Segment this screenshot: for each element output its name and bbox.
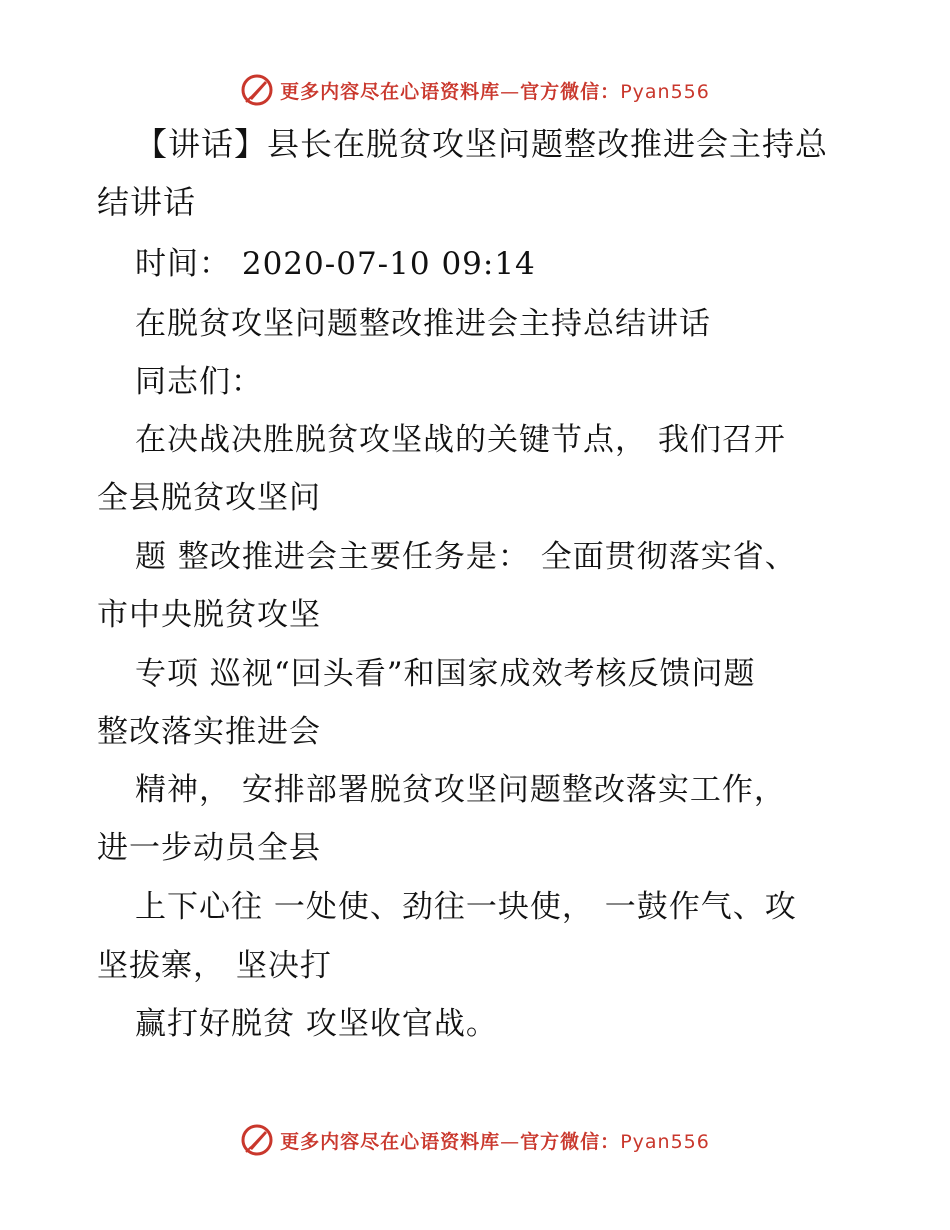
- paragraph-line: 整改落实推进会: [97, 714, 321, 750]
- paragraph-line: 精神， 安排部署脱贫攻坚问题整改落实工作，: [135, 772, 786, 808]
- paragraph-line: 题 整改推进会主要任务是： 全面贯彻落实省、: [135, 539, 797, 575]
- watermark-banner-bottom: [0, 1120, 950, 1160]
- watermark-banner-top: [0, 70, 950, 110]
- paragraph-line: 上下心往 一处使、劲往一块使， 一鼓作气、攻: [135, 889, 797, 925]
- quill-logo-icon: [240, 73, 274, 107]
- speech-heading: 在脱贫攻坚问题整改推进会主持总结讲话: [135, 306, 711, 342]
- watermark-text: 更多内容尽在心语资料库—官方微信：Pyan556: [280, 80, 710, 103]
- document-title-line-2: 结讲话: [97, 183, 197, 221]
- paragraph-line: 坚拔寨， 坚决打: [97, 948, 332, 984]
- watermark-text: 更多内容尽在心语资料库—官方微信：Pyan556: [280, 1130, 710, 1153]
- document-title-line-1: 【讲话】县长在脱贫攻坚问题整改推进会主持总: [135, 125, 829, 163]
- quill-logo-icon: [240, 1123, 274, 1157]
- paragraph-line: 全县脱贫攻坚问: [97, 480, 321, 516]
- paragraph-line: 专项 巡视“回头看”和国家成效考核反馈问题: [135, 656, 756, 692]
- paragraph-line: 赢打好脱贫 攻坚收官战。: [135, 1006, 498, 1042]
- paragraph-line: 进一步动员全县: [97, 830, 321, 866]
- paragraph-line: 市中央脱贫攻坚: [97, 597, 321, 633]
- time-line: 时间： 2020-07-10 09:14: [135, 246, 536, 282]
- salutation: 同志们：: [135, 364, 263, 400]
- paragraph-line: 在决战决胜脱贫攻坚战的关键节点， 我们召开: [135, 422, 786, 458]
